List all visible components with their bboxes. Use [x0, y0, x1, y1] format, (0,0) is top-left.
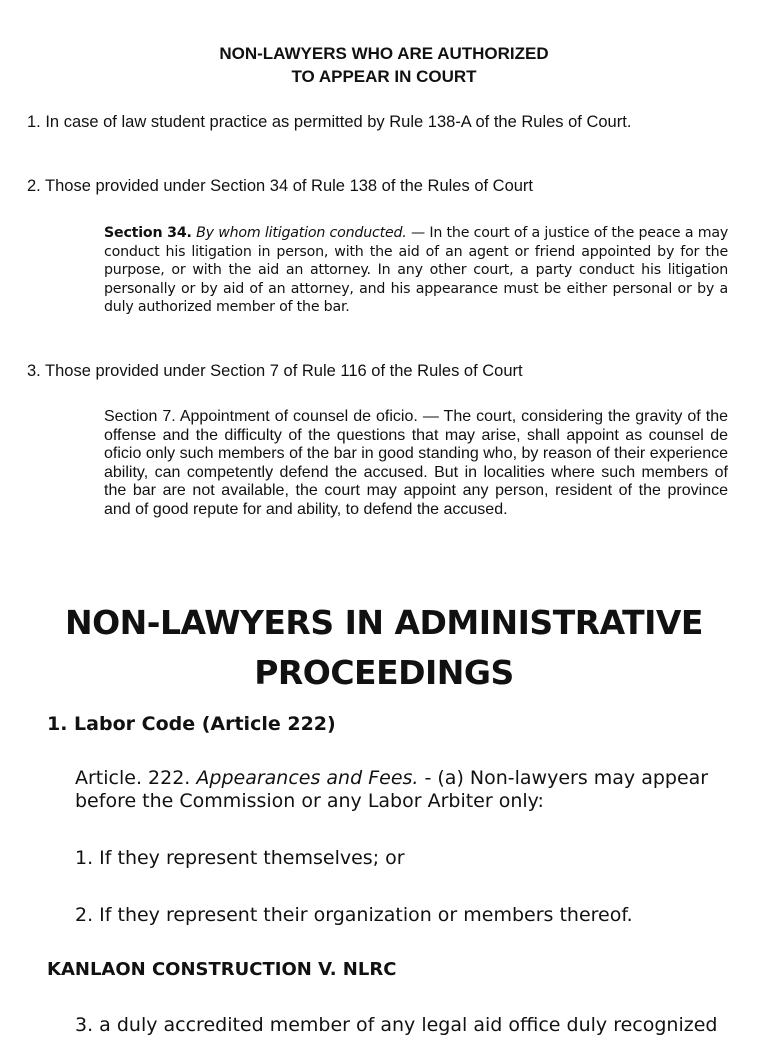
heading-line-2: TO APPEAR IN COURT — [291, 67, 477, 86]
section-34-dash: — — [406, 225, 430, 241]
admin-title-line-2: PROCEEDINGS — [254, 653, 514, 692]
cutoff-line: 3. a duly accredited member of any legal aid office duly recognized — [75, 1014, 718, 1036]
section-34-label: Section 34. — [104, 225, 192, 241]
section-34-body: In the court of a justice of the peace a may conduct his litigation in person, with the aid of an agent or friend appointed by for the purpose, or with the aid an attorney. In any other court, a party conduct his litigation personally or by aid of an attorney, and his appearance must be either personal or by a duly authorized member of the bar. — [104, 225, 729, 316]
admin-title-line-1: NON-LAWYERS IN ADMINISTRATIVE — [65, 603, 703, 642]
heading-line-1: NON-LAWYERS WHO ARE AUTHORIZED — [219, 44, 549, 63]
list-item-3: 3. Those provided under Section 7 of Rule 116 of the Rules of Court — [27, 362, 523, 380]
section-7-quote: Section 7. Appointment of counsel de oficio. — The court, considering the gravity of the offense and the difficulty of the questions that may arise, shall appoint as counsel de oficio only such members of the bar in good standing who, by reason of their experience ability, can competently defend the accused. But in localities where such members of the bar are not available, the court may appoint any person, resident of the province and of good repute for and ability, to defend the accused. — [104, 408, 728, 518]
article-point-1: 1. If they represent themselves; or — [75, 847, 405, 869]
article-222-text — [75, 767, 735, 813]
section-34-title: By whom litigation conducted. — [196, 225, 407, 241]
article-body: - (a) Non-lawyers may appear before the Commission or any Labor Arbiter only: — [75, 767, 709, 812]
section-34-quote — [104, 224, 728, 317]
article-label: Article. 222. — [75, 767, 191, 789]
document-heading — [0, 42, 768, 88]
list-item-2: 2. Those provided under Section 34 of Rule 138 of the Rules of Court — [27, 177, 534, 195]
labor-code-heading: 1. Labor Code (Article 222) — [47, 713, 336, 735]
article-point-2: 2. If they represent their organization or members thereof. — [75, 904, 633, 926]
case-heading: KANLAON CONSTRUCTION V. NLRC — [47, 959, 397, 980]
article-title: Appearances and Fees. — [196, 767, 419, 789]
admin-section-title — [0, 598, 768, 698]
list-item-1: 1. In case of law student practice as permitted by Rule 138-A of the Rules of Court. — [27, 113, 632, 131]
